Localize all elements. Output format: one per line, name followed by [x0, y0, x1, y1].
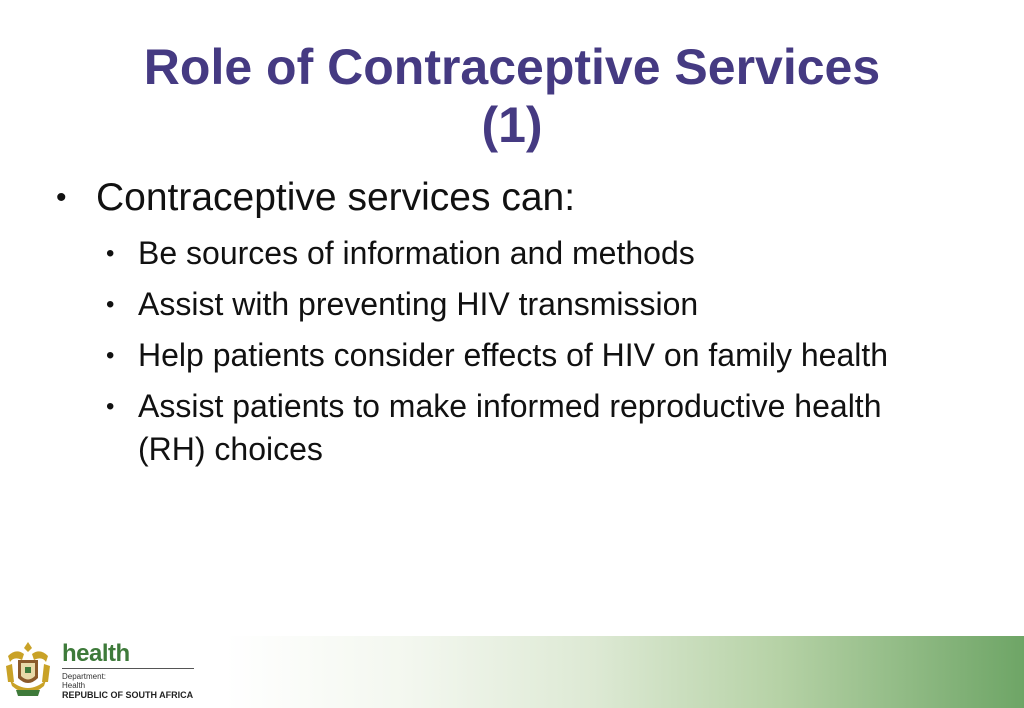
coat-of-arms-icon	[2, 638, 54, 704]
bullet-list	[56, 172, 956, 479]
sub-bullet-text: Help patients consider effects of HIV on family health	[138, 337, 889, 373]
sub-bullet	[106, 283, 956, 326]
sub-bullet-list	[106, 232, 956, 471]
sub-bullet	[106, 232, 956, 275]
title-line-1: Role of Contraceptive Services	[143, 39, 881, 95]
title-line-2: (1)	[481, 97, 543, 153]
bullet-icon: •	[106, 291, 115, 318]
logo-wordmark: health	[62, 640, 130, 667]
sub-bullet-text: Be sources of information and methods	[138, 235, 695, 271]
department-line-1: Department:	[62, 672, 107, 681]
department-logo	[0, 636, 200, 708]
bullet-icon: •	[106, 240, 115, 267]
main-bullet	[56, 172, 956, 224]
country-label: REPUBLIC OF SOUTH AFRICA	[62, 690, 194, 700]
sub-bullet-text: Assist with preventing HIV transmission	[138, 286, 699, 322]
bullet-icon: •	[106, 342, 115, 369]
bullet-icon: •	[106, 393, 115, 420]
sub-bullet-text: Assist patients to make informed reproductive health (RH) choices	[138, 388, 882, 467]
department-line-2: Health	[62, 681, 86, 690]
logo-divider	[62, 668, 194, 669]
sub-bullet	[106, 334, 956, 377]
footer-band	[0, 636, 1024, 708]
department-label	[62, 672, 106, 690]
bullet-icon: •	[56, 181, 67, 214]
sub-bullet	[106, 385, 956, 471]
slide-title	[40, 38, 984, 154]
main-bullet-text: Contraceptive services can:	[96, 176, 576, 219]
